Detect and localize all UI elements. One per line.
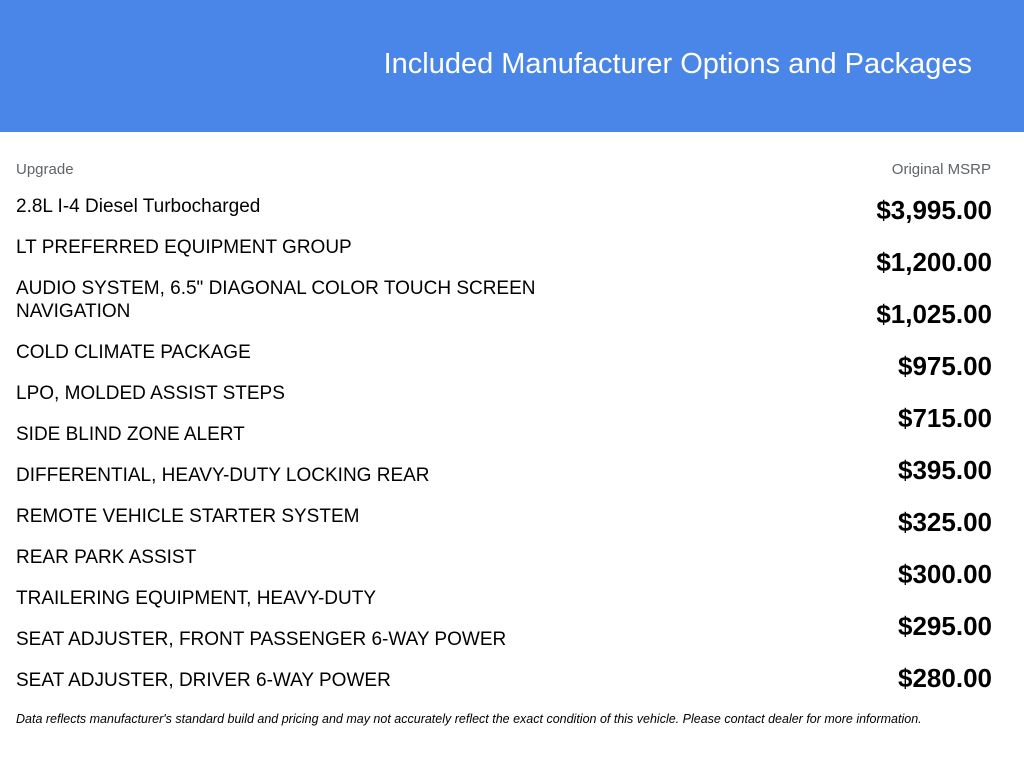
price-item: $3,995.00 — [876, 195, 992, 225]
upgrade-item: LT PREFERRED EQUIPMENT GROUP — [16, 237, 352, 258]
upgrade-item: COLD CLIMATE PACKAGE — [16, 342, 251, 363]
upgrade-list — [16, 195, 596, 710]
upgrade-item: SIDE BLIND ZONE ALERT — [16, 424, 245, 445]
upgrade-item: SEAT ADJUSTER, FRONT PASSENGER 6-WAY POWER — [16, 629, 507, 650]
upgrade-item: SEAT ADJUSTER, DRIVER 6-WAY POWER — [16, 670, 391, 691]
header-banner — [0, 0, 1024, 132]
upgrade-column-header: Upgrade — [16, 161, 74, 178]
upgrade-item: REAR PARK ASSIST — [16, 547, 197, 568]
price-item: $1,200.00 — [876, 247, 992, 277]
upgrade-item: LPO, MOLDED ASSIST STEPS — [16, 383, 285, 404]
upgrade-item: 2.8L I-4 Diesel Turbocharged — [16, 196, 261, 217]
price-item: $300.00 — [898, 559, 992, 589]
upgrade-item: REMOTE VEHICLE STARTER SYSTEM — [16, 506, 360, 527]
price-item: $295.00 — [898, 611, 992, 641]
disclaimer-text: Data reflects manufacturer's standard build and pricing and may not accurately reflect the exact condition of this vehicle. Please contact dealer for more information. — [16, 712, 922, 726]
price-list — [692, 194, 992, 714]
upgrade-item: DIFFERENTIAL, HEAVY-DUTY LOCKING REAR — [16, 465, 430, 486]
price-item: $280.00 — [898, 663, 992, 693]
page-title: Included Manufacturer Options and Packages — [383, 48, 972, 80]
price-item: $715.00 — [898, 403, 992, 433]
price-item: $975.00 — [898, 351, 992, 381]
msrp-column-header: Original MSRP — [891, 161, 991, 178]
upgrade-item: TRAILERING EQUIPMENT, HEAVY-DUTY — [16, 588, 377, 609]
price-item: $395.00 — [898, 455, 992, 485]
upgrade-item: AUDIO SYSTEM, 6.5" DIAGONAL COLOR TOUCH SCREEN NAVIGATION — [16, 278, 536, 322]
price-item: $325.00 — [898, 507, 992, 537]
price-item: $1,025.00 — [876, 299, 992, 329]
